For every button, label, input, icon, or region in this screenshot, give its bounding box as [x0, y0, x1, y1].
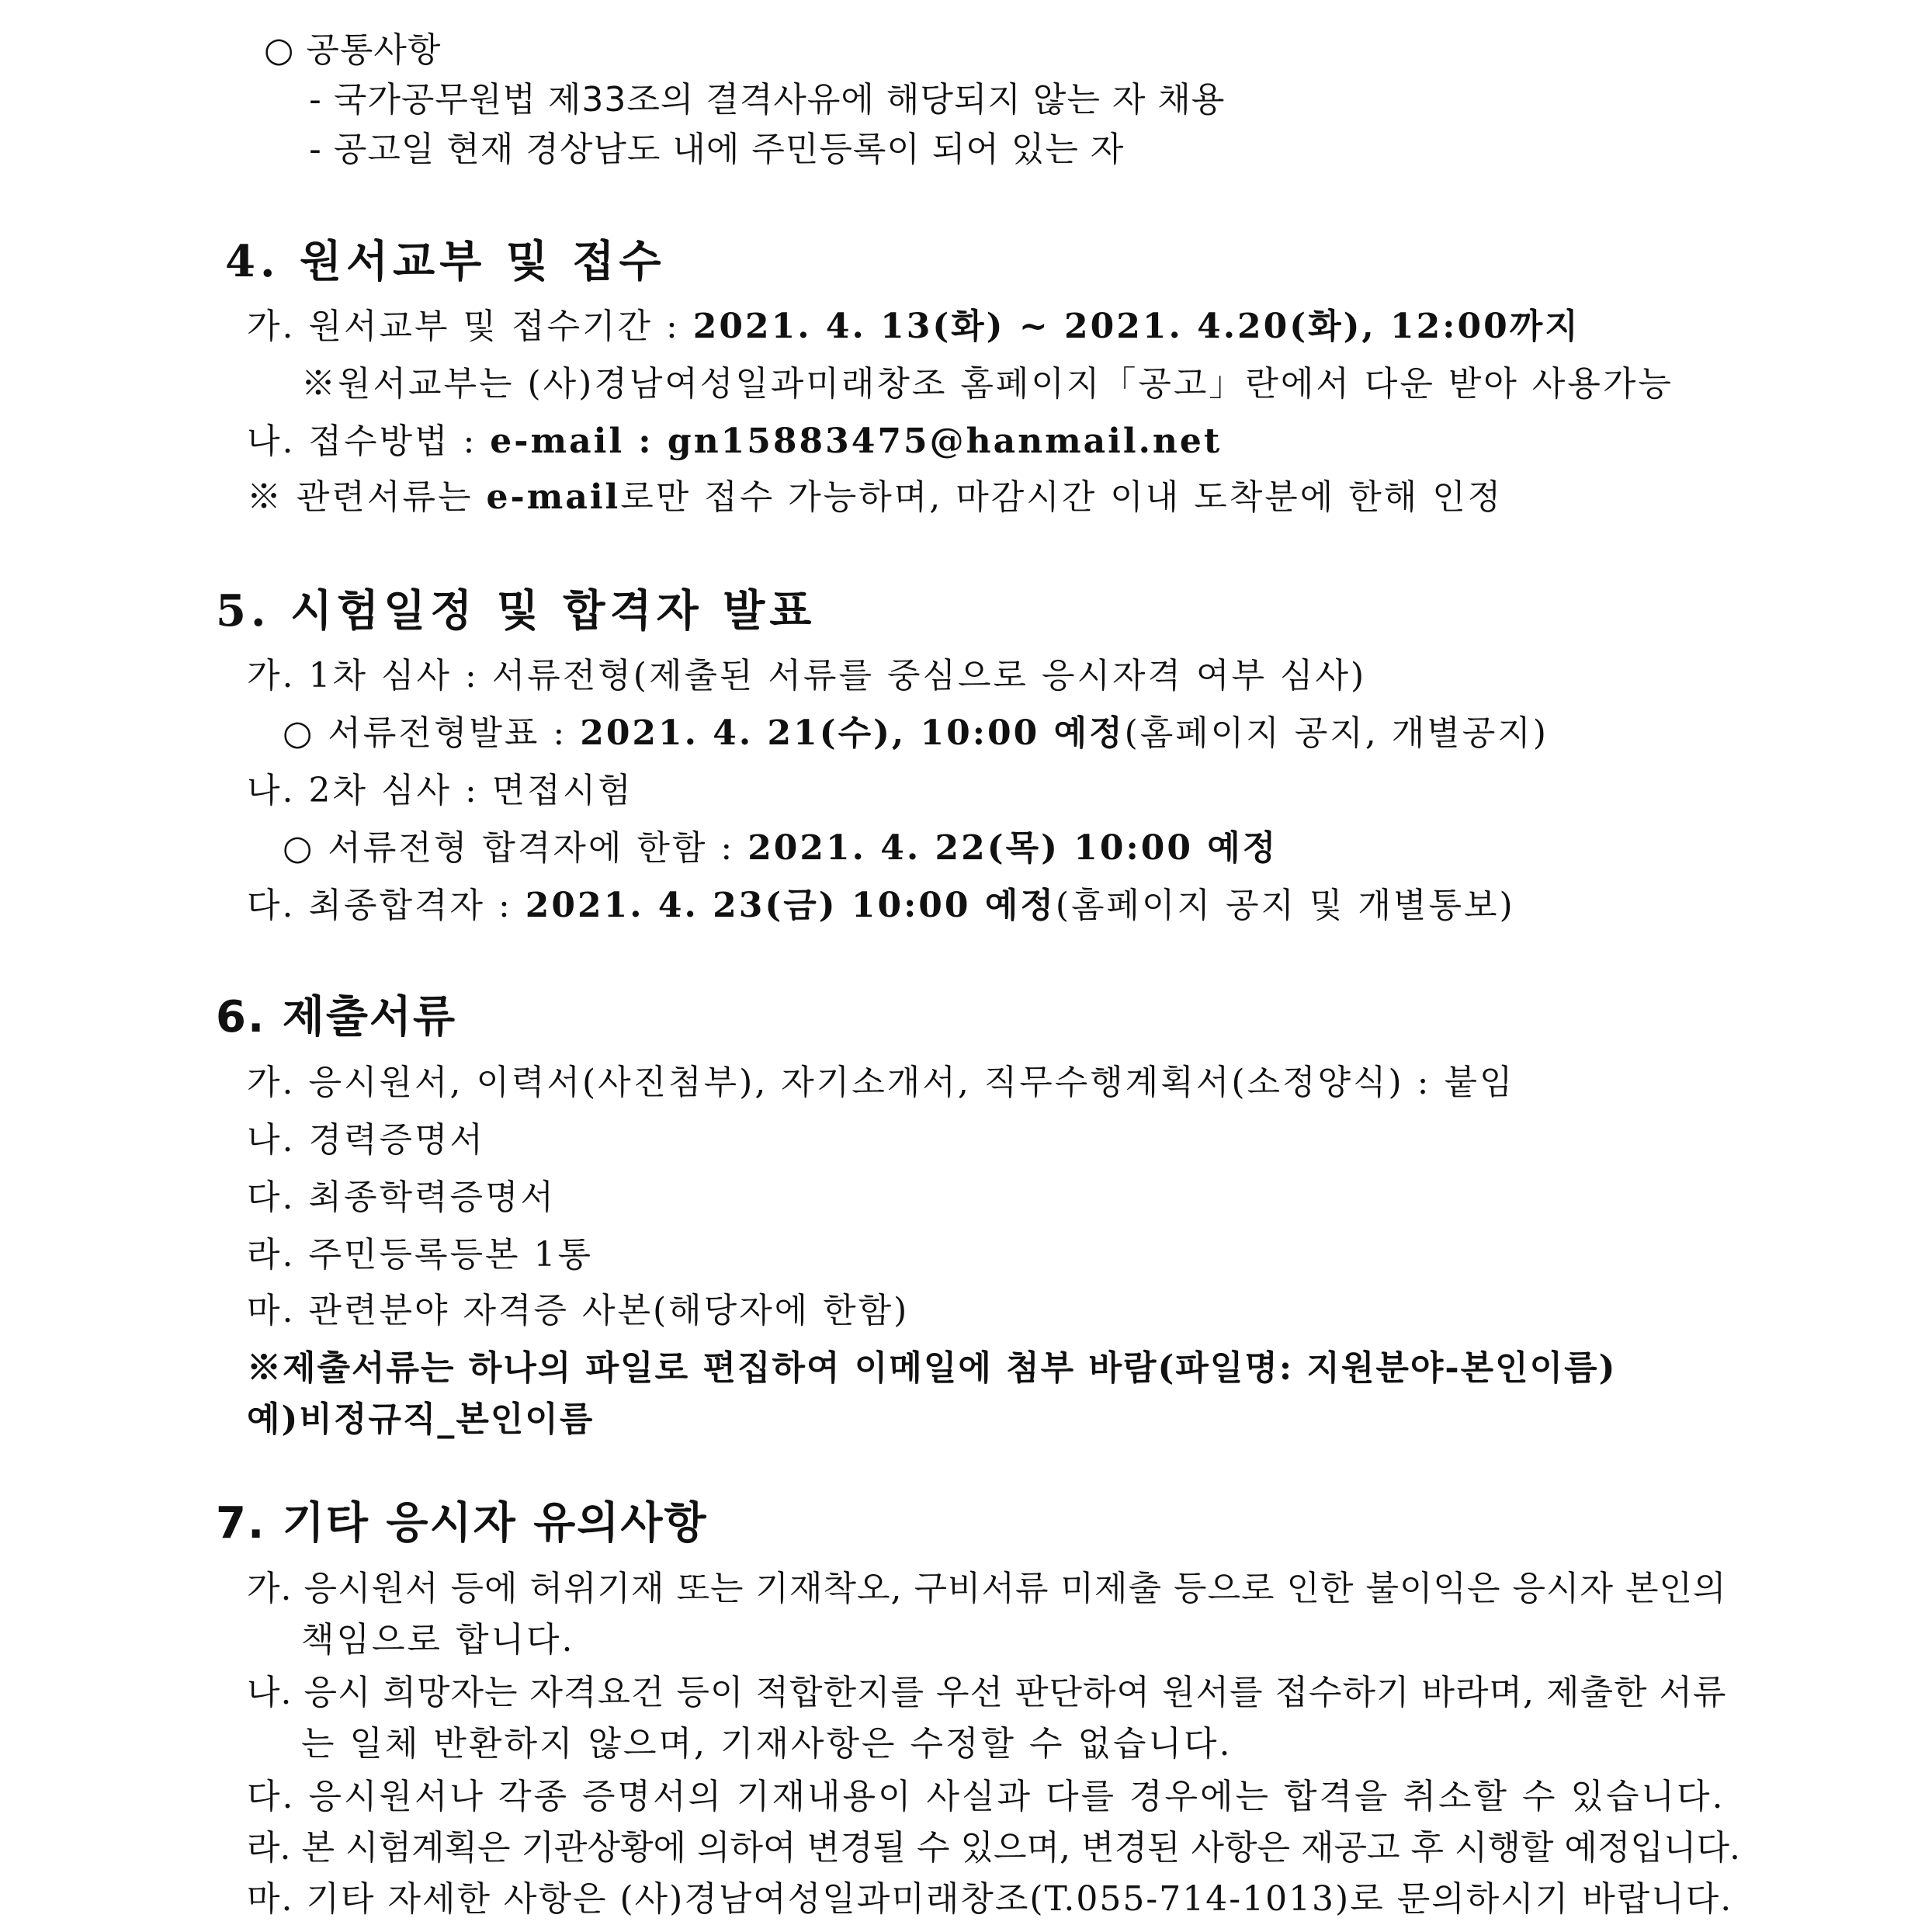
common-title: ○ 공통사항 — [264, 30, 442, 70]
s7-item-d: 라. 본 시험계획은 기관상황에 의하여 변경될 수 있으며, 변경된 사항은 재공고 후 시행할 예정입니다. — [247, 1828, 1740, 1868]
s5-second-review: 나. 2차 심사 : 면접시험 — [247, 771, 633, 810]
s5-final-result: 다. 최종합격자 : 2021. 4. 23(금) 10:00 예정(홈페이지 공지 및 개별통보) — [247, 886, 1515, 925]
s6-item-1: 가. 응시원서, 이력서(사진첨부), 자기소개서, 직무수행계획서(소정양식) : 붙임 — [247, 1063, 1515, 1102]
s7-item-b-line2: 는 일체 반환하지 않으며, 기재사항은 수정할 수 없습니다. — [301, 1724, 1233, 1764]
s7-item-a-line2: 책임으로 합니다. — [301, 1620, 575, 1660]
section-5-heading: 5. 시험일정 및 합격자 발표 — [216, 585, 817, 636]
s5-first-review-announce: ○ 서류전형발표 : 2021. 4. 21(수), 10:00 예정(홈페이지 공지, 개별공지) — [283, 713, 1549, 753]
s7-item-c: 다. 응시원서나 각종 증명서의 기재내용이 사실과 다를 경우에는 합격을 취소할 수 있습니다. — [247, 1777, 1726, 1816]
s6-item-4: 라. 주민등록등본 1통 — [247, 1235, 593, 1275]
s6-item-2: 나. 경력증명서 — [247, 1120, 485, 1160]
s6-file-note: ※제출서류는 하나의 파일로 편집하여 이메일에 첨부 바람(파일명: 지원분야-본인이름) — [247, 1348, 1617, 1388]
s4-method-email: e-mail : gn15883475@hanmail.net — [490, 421, 1223, 461]
s7-item-a-line1: 가. 응시원서 등에 허위기재 또는 기재착오, 구비서류 미제출 등으로 인한 불이익은 응시자 본인의 — [247, 1569, 1727, 1608]
s4-period-value: 2021. 4. 13(화) ~ 2021. 4.20(화), 12:00까지 — [692, 307, 1580, 346]
s4-method-label: 나. 접수방법 : — [247, 421, 491, 461]
s7-item-b-line1: 나. 응시 희망자는 자격요건 등이 적합한지를 우선 판단하여 원서를 접수하기 바라며, 제출한 서류 — [247, 1673, 1727, 1712]
section-4-heading: 4. 원서교부 및 접수 — [225, 236, 666, 287]
s4-period-line — [247, 304, 1580, 349]
section-7-heading: 7. 기타 응시자 유의사항 — [216, 1498, 708, 1549]
s4-method-line — [247, 419, 1222, 464]
section-6-heading: 6. 제출서류 — [216, 992, 457, 1042]
common-item-1: - 국가공무원법 제33조의 결격사유에 해당되지 않는 자 채용 — [309, 80, 1226, 120]
s6-file-example: 예)비정규직_본인이름 — [247, 1400, 595, 1439]
s7-item-e: 마. 기타 자세한 사항은 (사)경남여성일과미래창조(T.055-714-1013)로 문의하시기 바랍니다. — [247, 1879, 1733, 1919]
common-item-2: - 공고일 현재 경상남도 내에 주민등록이 되어 있는 자 — [309, 130, 1125, 169]
s5-first-review: 가. 1차 심사 : 서류전형(제출된 서류를 중심으로 응시자격 여부 심사) — [247, 656, 1367, 695]
s4-period-label: 가. 원서교부 및 접수기간 : — [247, 307, 693, 346]
s6-item-5: 마. 관련분야 자격증 사본(해당자에 한함) — [247, 1291, 910, 1330]
s4-download-note: ※원서교부는 (사)경남여성일과미래창조 홈페이지「공고」란에서 다운 받아 사용가능 — [301, 364, 1674, 404]
s6-item-3: 다. 최종학력증명서 — [247, 1178, 557, 1217]
s5-second-review-date: ○ 서류전형 합격자에 한함 : 2021. 4. 22(목) 10:00 예정 — [283, 828, 1278, 868]
s4-email-note: ※ 관련서류는 e-mail로만 접수 가능하며, 마감시간 이내 도착분에 한해 인정 — [247, 477, 1504, 517]
